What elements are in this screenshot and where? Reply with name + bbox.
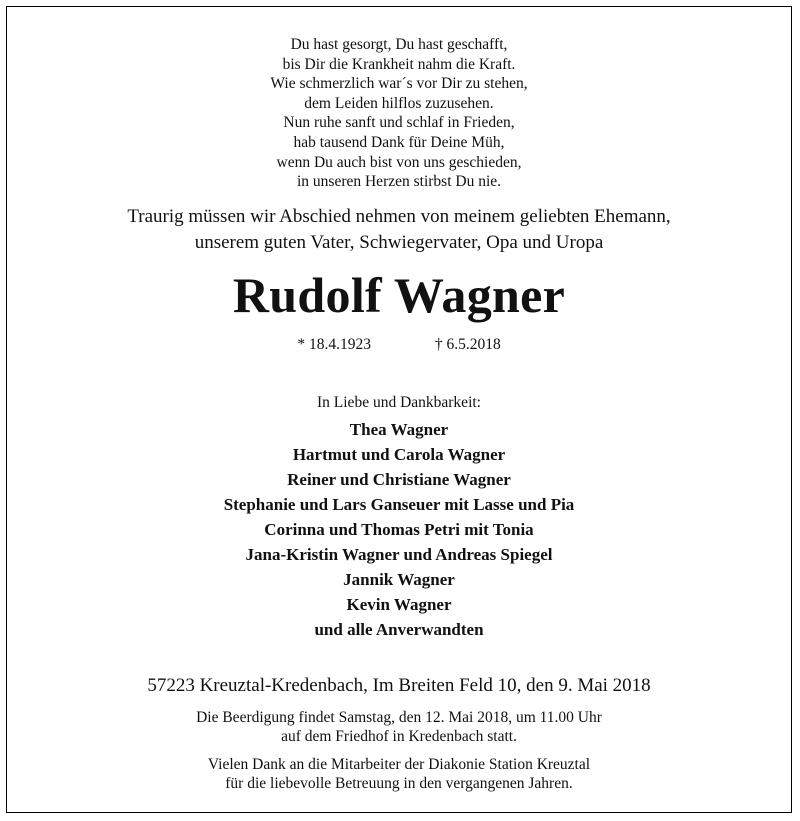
poem-line: in unseren Herzen stirbst Du nie. bbox=[296, 173, 502, 191]
funeral-info bbox=[7, 709, 791, 746]
mourner-entry: Reiner und Christiane Wagner bbox=[287, 470, 511, 489]
birth-date: * 18.4.1923 bbox=[297, 336, 371, 353]
intro-line: Traurig müssen wir Abschied nehmen von meinem geliebten Ehemann, bbox=[127, 206, 671, 227]
intro-text bbox=[7, 204, 791, 256]
mourners-list bbox=[7, 417, 791, 642]
poem-line: dem Leiden hilflos zuzusehen. bbox=[304, 94, 494, 112]
poem-line: Wie schmerzlich war´s vor Dir zu stehen, bbox=[270, 75, 528, 93]
obituary-notice bbox=[6, 6, 792, 813]
funeral-line: auf dem Friedhof in Kredenbach statt. bbox=[281, 727, 517, 745]
mourner-entry: Stephanie und Lars Ganseuer mit Lasse und Pia bbox=[223, 495, 575, 514]
intro-line: unserem guten Vater, Schwiegervater, Opa und Uropa bbox=[194, 232, 604, 253]
gratitude-line: In Liebe und Dankbarkeit: bbox=[317, 394, 481, 411]
thanks-note bbox=[7, 756, 791, 793]
thanks-line: für die liebevolle Betreuung in den vergangenen Jahren. bbox=[225, 774, 573, 792]
poem bbox=[7, 35, 791, 192]
funeral-line: Die Beerdigung findet Samstag, den 12. Mai 2018, um 11.00 Uhr bbox=[196, 709, 602, 726]
death-date: † 6.5.2018 bbox=[434, 336, 501, 353]
poem-line: wenn Du auch bist von uns geschieden, bbox=[276, 153, 522, 171]
mourner-entry: Thea Wagner bbox=[349, 420, 449, 439]
poem-line: hab tausend Dank für Deine Müh, bbox=[293, 133, 505, 151]
mourner-entry: Corinna und Thomas Petri mit Tonia bbox=[264, 520, 534, 539]
poem-line: Du hast gesorgt, Du hast geschafft, bbox=[290, 36, 508, 53]
mourner-entry: Kevin Wagner bbox=[346, 595, 452, 614]
thanks-line: Vielen Dank an die Mitarbeiter der Diakonie Station Kreuztal bbox=[207, 756, 591, 773]
mourner-entry: Jannik Wagner bbox=[343, 570, 455, 589]
mourner-entry: und alle Anverwandten bbox=[314, 620, 484, 639]
deceased-name: Rudolf Wagner bbox=[232, 267, 566, 323]
mourner-entry: Hartmut und Carola Wagner bbox=[292, 445, 506, 464]
poem-line: bis Dir die Krankheit nahm die Kraft. bbox=[282, 55, 516, 73]
address-line: 57223 Kreuztal-Kredenbach, Im Breiten Feld 10, den 9. Mai 2018 bbox=[147, 675, 651, 696]
poem-line: Nun ruhe sanft und schlaf in Frieden, bbox=[283, 114, 515, 132]
mourner-entry: Jana-Kristin Wagner und Andreas Spiegel bbox=[245, 545, 553, 564]
life-dates bbox=[7, 335, 791, 355]
